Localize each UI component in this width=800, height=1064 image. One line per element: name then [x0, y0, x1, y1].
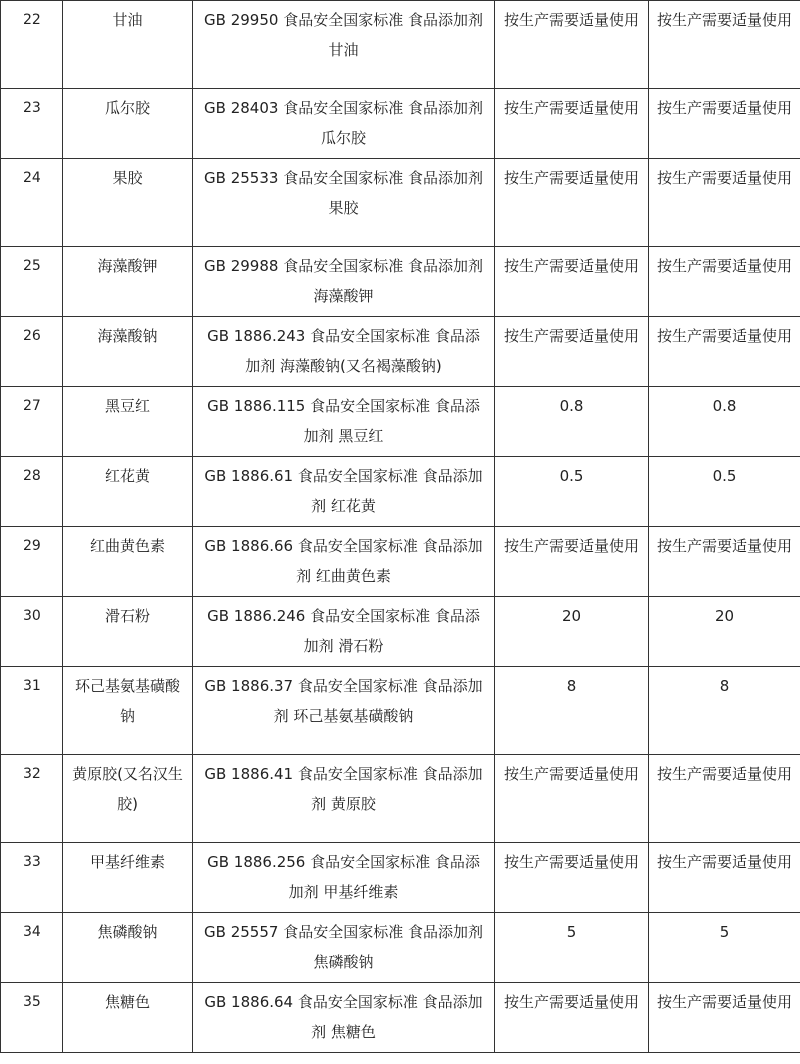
- additive-name: 黄原胶(又名汉生胶): [63, 755, 193, 843]
- additive-name: 甲基纤维素: [63, 843, 193, 913]
- row-number: 31: [1, 667, 63, 755]
- quality-standard: GB 1886.64 食品安全国家标准 食品添加剂 焦糖色: [193, 983, 495, 1053]
- max-usage-b: 按生产需要适量使用: [649, 843, 800, 913]
- max-usage-b: 5: [649, 913, 800, 983]
- quality-standard: GB 29950 食品安全国家标准 食品添加剂 甘油: [193, 1, 495, 89]
- max-usage-a: 按生产需要适量使用: [495, 527, 649, 597]
- table-row: [1, 159, 800, 247]
- max-usage-a: 按生产需要适量使用: [495, 159, 649, 247]
- additive-name: 黑豆红: [63, 387, 193, 457]
- max-usage-b: 按生产需要适量使用: [649, 247, 800, 317]
- row-number: 29: [1, 527, 63, 597]
- table-row: [1, 1, 800, 89]
- max-usage-a: 按生产需要适量使用: [495, 89, 649, 159]
- row-number: 28: [1, 457, 63, 527]
- additive-name: 甘油: [63, 1, 193, 89]
- max-usage-a: 按生产需要适量使用: [495, 1, 649, 89]
- max-usage-b: 按生产需要适量使用: [649, 755, 800, 843]
- max-usage-a: 按生产需要适量使用: [495, 843, 649, 913]
- additive-name: 海藻酸钾: [63, 247, 193, 317]
- max-usage-a: 0.8: [495, 387, 649, 457]
- additive-name: 环己基氨基磺酸钠: [63, 667, 193, 755]
- quality-standard: GB 1886.256 食品安全国家标准 食品添加剂 甲基纤维素: [193, 843, 495, 913]
- row-number: 35: [1, 983, 63, 1053]
- row-number: 22: [1, 1, 63, 89]
- max-usage-b: 按生产需要适量使用: [649, 159, 800, 247]
- quality-standard: GB 25557 食品安全国家标准 食品添加剂 焦磷酸钠: [193, 913, 495, 983]
- row-number: 30: [1, 597, 63, 667]
- max-usage-b: 按生产需要适量使用: [649, 1, 800, 89]
- max-usage-a: 20: [495, 597, 649, 667]
- row-number: 23: [1, 89, 63, 159]
- row-number: 34: [1, 913, 63, 983]
- max-usage-b: 按生产需要适量使用: [649, 983, 800, 1053]
- table-row: [1, 755, 800, 843]
- max-usage-b: 按生产需要适量使用: [649, 89, 800, 159]
- row-number: 26: [1, 317, 63, 387]
- quality-standard: GB 1886.41 食品安全国家标准 食品添加剂 黄原胶: [193, 755, 495, 843]
- quality-standard: GB 1886.246 食品安全国家标准 食品添加剂 滑石粉: [193, 597, 495, 667]
- max-usage-b: 按生产需要适量使用: [649, 317, 800, 387]
- table-row: [1, 457, 800, 527]
- quality-standard: GB 25533 食品安全国家标准 食品添加剂 果胶: [193, 159, 495, 247]
- max-usage-b: 按生产需要适量使用: [649, 527, 800, 597]
- max-usage-b: 0.8: [649, 387, 800, 457]
- additive-name: 瓜尔胶: [63, 89, 193, 159]
- additive-name: 滑石粉: [63, 597, 193, 667]
- quality-standard: GB 1886.243 食品安全国家标准 食品添加剂 海藻酸钠(又名褐藻酸钠): [193, 317, 495, 387]
- additive-name: 焦糖色: [63, 983, 193, 1053]
- quality-standard: GB 1886.66 食品安全国家标准 食品添加剂 红曲黄色素: [193, 527, 495, 597]
- table-row: [1, 913, 800, 983]
- max-usage-b: 8: [649, 667, 800, 755]
- additive-name: 海藻酸钠: [63, 317, 193, 387]
- table-row: [1, 527, 800, 597]
- row-number: 27: [1, 387, 63, 457]
- table-row: [1, 667, 800, 755]
- row-number: 25: [1, 247, 63, 317]
- max-usage-a: 0.5: [495, 457, 649, 527]
- row-number: 24: [1, 159, 63, 247]
- max-usage-a: 按生产需要适量使用: [495, 247, 649, 317]
- table-row: [1, 317, 800, 387]
- max-usage-a: 5: [495, 913, 649, 983]
- additive-name: 红曲黄色素: [63, 527, 193, 597]
- table-row: [1, 983, 800, 1053]
- max-usage-a: 按生产需要适量使用: [495, 317, 649, 387]
- table-row: [1, 247, 800, 317]
- max-usage-a: 8: [495, 667, 649, 755]
- table-row: [1, 387, 800, 457]
- quality-standard: GB 29988 食品安全国家标准 食品添加剂 海藻酸钾: [193, 247, 495, 317]
- max-usage-a: 按生产需要适量使用: [495, 755, 649, 843]
- quality-standard: GB 28403 食品安全国家标准 食品添加剂 瓜尔胶: [193, 89, 495, 159]
- additive-name: 焦磷酸钠: [63, 913, 193, 983]
- max-usage-b: 0.5: [649, 457, 800, 527]
- max-usage-a: 按生产需要适量使用: [495, 983, 649, 1053]
- table-row: [1, 597, 800, 667]
- row-number: 32: [1, 755, 63, 843]
- additive-name: 红花黄: [63, 457, 193, 527]
- table-row: [1, 843, 800, 913]
- quality-standard: GB 1886.61 食品安全国家标准 食品添加剂 红花黄: [193, 457, 495, 527]
- row-number: 33: [1, 843, 63, 913]
- additive-name: 果胶: [63, 159, 193, 247]
- max-usage-b: 20: [649, 597, 800, 667]
- quality-standard: GB 1886.115 食品安全国家标准 食品添加剂 黑豆红: [193, 387, 495, 457]
- quality-standard: GB 1886.37 食品安全国家标准 食品添加剂 环己基氨基磺酸钠: [193, 667, 495, 755]
- table-row: [1, 89, 800, 159]
